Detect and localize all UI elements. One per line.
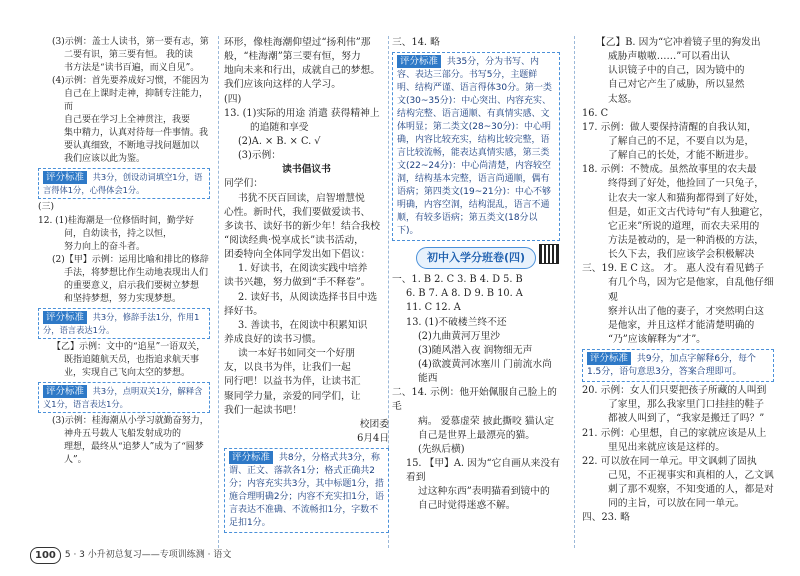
text-line: 同学们： [224, 178, 263, 190]
text-line: 3. 善读书，在阅读中积累知识 [238, 319, 368, 331]
scoring-box [392, 52, 560, 241]
section-label: (四) [224, 93, 242, 105]
answer-line: 11. C 12. A [406, 302, 461, 314]
answer-line: 17. 示例：做人要保持清醒的自我认知， [582, 121, 757, 133]
column-3 [392, 36, 560, 514]
answer-line: 【乙】B. 因为“它冲着镜子里的狗发出 [596, 37, 761, 48]
text-line: (4)示例：首先要养成好习惯，不能因为 [52, 76, 209, 87]
text-line: (3)示例：桂海潮从小学习就勤奋努力， [52, 415, 209, 426]
answer-line: 是他家，并且这样才能清楚明确的 [608, 319, 755, 331]
text-line: 同行吧！以益书为伴，让读书汇 [224, 376, 361, 388]
proposal-title: 读书倡议书 [282, 164, 331, 176]
answer-line: 6. B 7. A 8. D 9. B 10. A [406, 288, 523, 300]
answer-line: 里见出来就应该是这样的。 [608, 441, 725, 453]
answer-line: (先纵后横) [418, 443, 465, 455]
answer-line: 18. 示例：不赞成。虽然故事里的农夫最 [582, 164, 757, 176]
scoring-tag: 评分标准 [43, 171, 87, 184]
text-line: 要认真细致，不断地寻找问题加以 [64, 141, 200, 152]
answer-line: 刺了那不观察，不知变通的人，都是对 [608, 484, 774, 496]
date: 6月4日 [357, 432, 389, 444]
text-line: 地向未来和行出，成就自己的梦想。 [224, 65, 380, 77]
text-line: 的追随和享受 [250, 121, 309, 133]
answer-line: 长久下去，我们应该学会积极解决 [608, 249, 755, 261]
answer-line: (4)欲渡黄河冰塞川 门前流水尚 [418, 358, 552, 370]
scoring-text: 评分标准 共35分，分为书写、内容、表达三部分。书写5分，主题鲜明、结构严谨、语言得体30分。第一类文(30~35分)：中心突出、内容充实、结构完整、语言通顺、有真情实感、文体明显；第二类文(28~30分)：中心明确，内容比较充实，结构比较完整，语言比较流畅，能表达真情实感，第三类文(22~24分)：中心尚清楚，内容较空洞，结构基本完整，语言尚通顺，偶有语病；第四类文(19~21分)：中心不够明确，内容空洞，结构混乱，语言不通顺，有较多语病；第五类文(18分以下)。 [397, 56, 552, 237]
text-line: 我们应该以此为鉴。 [64, 154, 146, 165]
text-line: 读书兴趣，努力做到“手不释卷”。 [224, 277, 371, 289]
answer-line: 威胁声嗷嗷……”可以看出认 [608, 51, 730, 63]
text-line: (3)示例：盖士人读书，第一要有志，第 [52, 37, 209, 47]
scoring-tag: 评分标准 [229, 451, 273, 464]
page-number: 100 [30, 547, 61, 564]
text-line: 我们一起读书吧！ [224, 404, 302, 416]
answer-line: 四、23. 略 [582, 512, 630, 524]
answer-line: 16. C [582, 107, 609, 119]
text-line: (3)示例： [238, 150, 282, 162]
text-line: 心性。新时代，我们要做爱读书、 [224, 206, 371, 218]
text-line: 二要有识，第三要有恒。 我的读 [64, 50, 193, 61]
text-line: 读一本好书如同交一个好朋 [238, 348, 355, 360]
scoring-tag: 评分标准 [43, 311, 87, 324]
text-line: 【乙】示例：文中的“追星”一语双关， [52, 341, 206, 352]
scoring-box [38, 382, 210, 413]
answer-line: 20. 示例：女人们只要把孩子所藏的人叫到 [582, 385, 767, 397]
answer-line: 病。 爱慕虚荣 披此撕咬 猫认定 [418, 415, 555, 427]
scoring-tag: 评分标准 [43, 385, 87, 398]
answer-line: 认识镜子中的自己，因为镜中的 [608, 65, 745, 77]
page-footer [30, 546, 231, 564]
text-line: “阅读经典·悦享成长”读书活动， [224, 234, 364, 246]
text-line: 自己在上课时走神，抑制专注能力，而 [64, 89, 209, 113]
text-line: 既指追随航天员，也指追求航天事业，实现自己飞向太空的梦想。 [64, 354, 200, 378]
scoring-text: 评分标准 共8分，分格式共3分，称谓、正文、落款各1分；格式正确共2分；内容充实共3分，其中标题1分，措施合理明确2分；内容不充实扣1分，语言表达不准确、不流畅扣1分，字数不足扣1分。 [229, 452, 384, 529]
answer-line: 了解自己的长处，才能不断进步。 [608, 150, 755, 162]
scoring-text: 评分标准 共9分，加点字解释6分，每个1.5分，语句意思3分，答案合理即可。 [587, 353, 756, 378]
column-1 [38, 36, 210, 467]
text-line: 般，“桂海潮”第三要有恒，努力 [224, 51, 361, 63]
text-line: 理想，最终从“追梦人”成为了“圆梦人”。 [64, 442, 204, 466]
answer-line: 22. 可以放在同一单元。甲文讽刺了固执 [582, 455, 757, 467]
question-line: 12. (1)桂海潮是一位修悟时间，勤学好 [38, 215, 194, 226]
answer-line: 自己对它产生了威胁，所以显然 [608, 79, 745, 91]
text-line: 努力向上的奋斗者。 [64, 241, 146, 252]
text-line: 自己要在学习上全神贯注，我要 [64, 115, 191, 126]
answer-line: 都被人叫到了，“我家是搬迁了吗？” [608, 413, 765, 425]
text-line: 和坚持梦想，努力实现梦想。 [64, 293, 182, 304]
column-divider [574, 36, 575, 548]
text-line: 1. 好读书，在阅读实践中培养 [238, 263, 368, 275]
scoring-text: 评分标准 共3分，创设动词填空1分，语言得体1分，心得体会1分。 [43, 172, 203, 196]
answer-line: 它正来”所说的道理，而农夫采用的 [608, 220, 760, 232]
text-line: 友，以良书为伴，让我们一起 [224, 362, 351, 374]
answer-line: 三、19. E C 这。 才。 惠人没有看见鹤子 [582, 263, 765, 275]
text-line: 2. 读好书，从阅读选择书目中选 [238, 291, 378, 303]
book-title: 5 · 3 小升初总复习——专项训练测 · 语文 [64, 549, 232, 560]
question-line: 13. (1)实际的用途 消遣 获得精神上 [224, 107, 380, 119]
scoring-tag: 评分标准 [397, 55, 441, 68]
scoring-box [38, 168, 210, 199]
text-line: 书方法是“读书百遍，而义自见”。 [64, 63, 200, 74]
answer-line: 能西 [418, 373, 438, 385]
answer-line: 让农夫一家人和猫狗都得到了好处， [608, 192, 764, 204]
scoring-text: 评分标准 共3分，点明双关1分，解释含义1分，语言表达1分。 [43, 385, 203, 409]
answer-line: 了解自己的不足，不要自以为是， [608, 135, 755, 147]
answer-line: “乃”应该解释为“才”。 [608, 333, 706, 345]
text-line: 团委特向全体同学发出如下倡议： [224, 249, 371, 261]
answer-line: 13. (1)不破楼兰终不还 [406, 316, 507, 328]
answer-line: 同的主旨，可以放在同一单元。 [608, 498, 745, 510]
text-line: 手法，将梦想比作生动地表现出人们 [64, 267, 209, 278]
answer-line: 终得到了好处，他捡回了一只兔子， [608, 178, 764, 190]
scoring-box [582, 349, 774, 382]
column-divider [218, 36, 219, 548]
text-line: 多读书、读好书的新少年！结合我校 [224, 220, 380, 232]
text-line: 集中精力，认真对待每一件事情。我 [64, 128, 209, 139]
answer-line: (2)九曲黄河万里沙 [418, 330, 501, 342]
banner-text: 初中入学分班卷(四) [426, 251, 526, 265]
text-line: 养成良好的读书习惯。 [224, 333, 322, 345]
text-line: 择好书。 [224, 305, 263, 317]
answer-line: 过这种东西”表明猫看到镜中的 [418, 486, 550, 498]
text-line: (2)【甲】示例：运用比喻和排比的修辞 [52, 254, 209, 265]
answer-line: 了家里，那么我家里门口挂挂的鞋子 [608, 399, 764, 411]
answer-line: 一、1. B 2. C 3. B 4. D 5. B [392, 274, 523, 286]
answer-line: 二、14. 示例：他开始佩服自己脸上的毛 [392, 387, 557, 413]
answer-line: 方法是被动的，是一种消极的方法， [608, 234, 764, 246]
section-banner [416, 247, 536, 269]
scoring-tag: 评分标准 [587, 352, 631, 365]
text-line: 环形，像桂海潮仰望过“扬利伟”那 [224, 37, 371, 48]
answer-line: 15. 【甲】A. 因为“它自画从来没有看到 [406, 457, 560, 484]
answer-line: (3)随风潜入夜 润物细无声 [418, 344, 533, 356]
answer-line: 自己时觉得迷惑不解。 [418, 500, 516, 512]
answer-line: 有几个鸟，因为它是他家，自乱他仔细观 [608, 277, 774, 303]
text-line: 我们应该向这样的人学习。 [224, 79, 341, 91]
scoring-box [38, 308, 210, 339]
answer-line: 太怒。 [608, 93, 638, 105]
column-2 [224, 36, 389, 535]
text-line: 问，自幼读书，持之以恒， [64, 228, 173, 239]
text-line: 神舟五号载人飞船发射成功的 [64, 429, 182, 440]
text-line: 的重要意义，启示我们要树立梦想 [64, 280, 200, 291]
signature: 校团委 [359, 418, 389, 430]
text-line: (2)A. × B. × C. √ [238, 135, 321, 147]
answer-line: 察并认出了他的妻子，才突然明白这 [608, 305, 764, 317]
question-line: 三、14. 略 [392, 37, 440, 48]
text-line: 书犹不厌百回读，启智增慧悦 [238, 192, 365, 204]
column-4 [582, 36, 774, 526]
scoring-box [224, 448, 389, 533]
text-line: 聚同学力量，亲爱的同学们，让 [224, 390, 361, 402]
answer-line: 21. 示例：心里想，自己的家就应该是从上 [582, 427, 767, 439]
answer-line: 但是，如正文古代诗句“有人独避它， [608, 206, 769, 218]
qr-code-icon [539, 244, 559, 264]
answer-line: 自己是世界上最漂亮的猫。 [418, 429, 535, 441]
section-label: (三) [38, 202, 55, 213]
scoring-text: 评分标准 共3分，修辞手法1分，作用1分，语言表达1分。 [43, 311, 200, 335]
answer-line: 己见，不正视事实和真相的人，乙文讽 [608, 469, 774, 481]
